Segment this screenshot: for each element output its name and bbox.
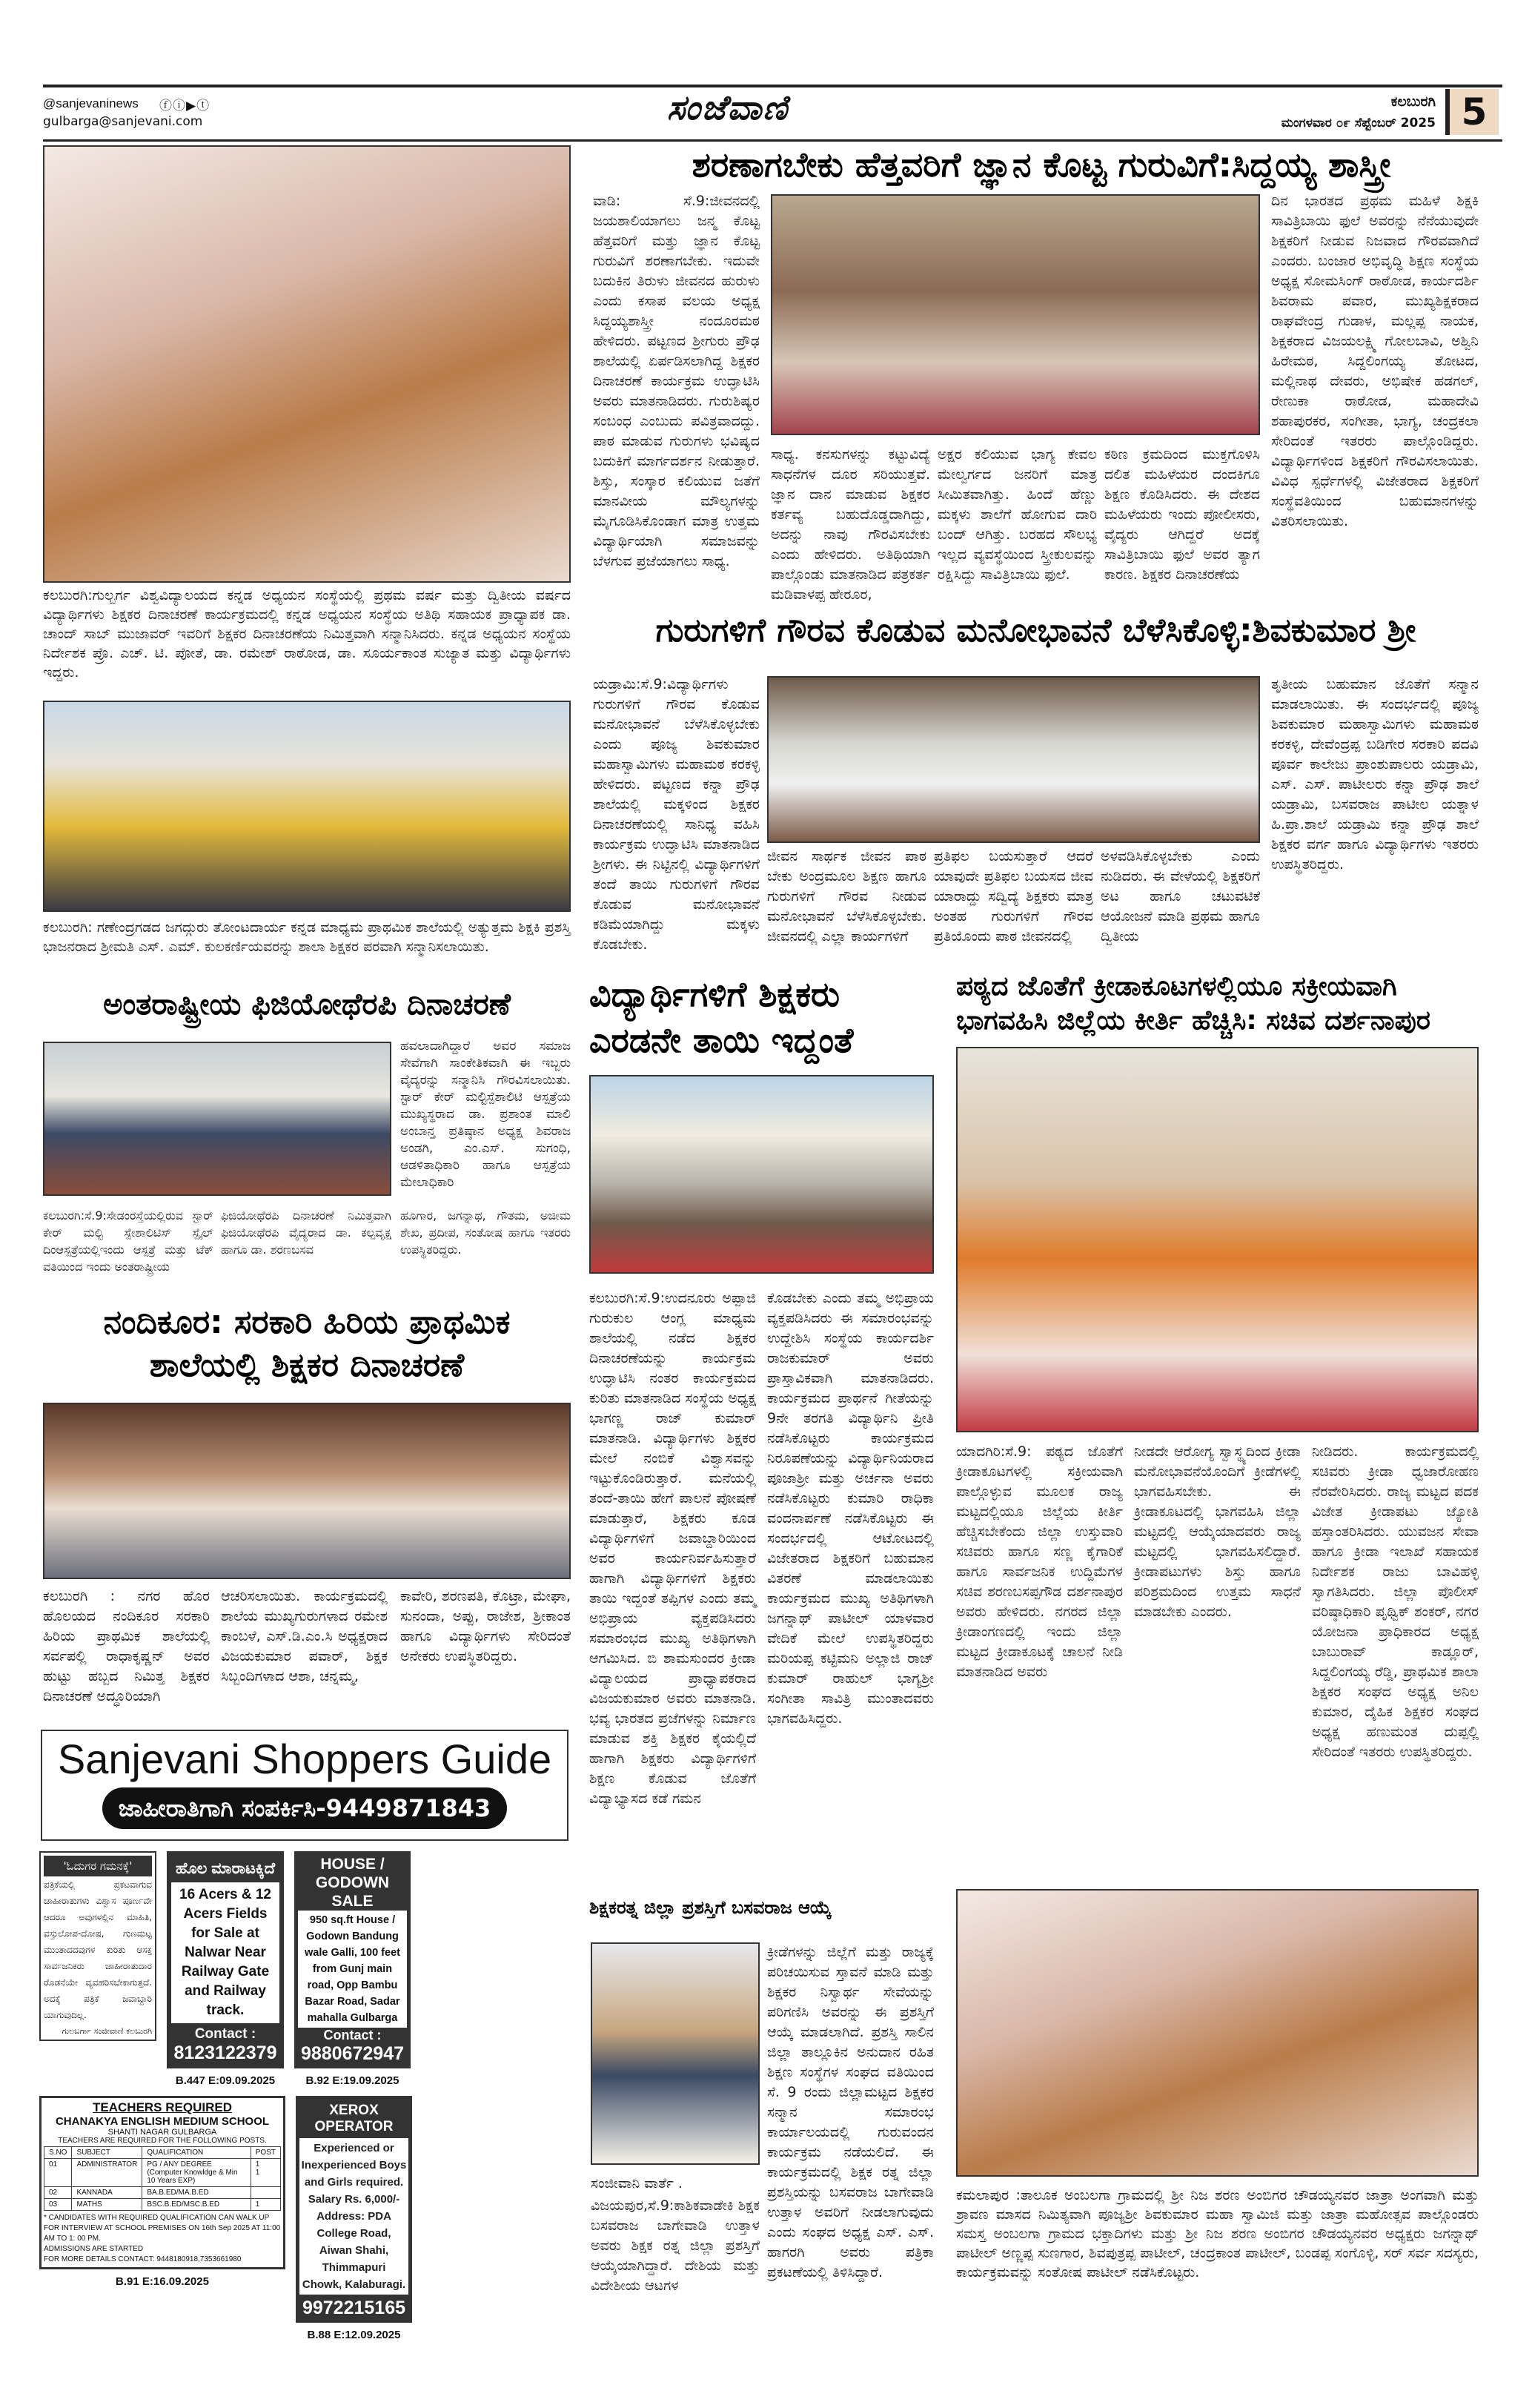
notice-signature: ಗುಲಬರ್ಗಾ ಸಂಜೀವಾಣಿ ಕಲಬುರಗಿ <box>62 2026 152 2036</box>
ad-body: Experienced or Inexperienced Boys and Girls required. Salary Rs. 6,000/- Address: PDA College Road, Aiwan Shahi, Thimmapuri Chowk, Kalaburagi. <box>299 2138 408 2295</box>
table-row: 03 MATHS BSC.B.ED/MSC.B.ED 1 <box>44 2199 281 2211</box>
article-text: ಅಕ್ಷರ ಕಲಿಯುವ ಭಾಗ್ಯ ಕೇವಲ ಮೇಲ್ವರ್ಗದ ಜನರಿಗೆ ಮಾತ್ರ ಸೀಮಿತವಾಗಿತ್ತು. ಹಿಂದೆ ಹೆಣ್ಣು ಮಕ್ಕಳು ಶಾಲೆಗೆ ಹೋಗುವ ದಾರಿ ಬಂದ್ ಆಗಿತ್ತು. ಬರಹದ ಸೌಲಭ್ಯ ಇಲ್ಲದ ವ್ಯವಸ್ಥೆಯಿಂದ ಸ್ತ್ರೀಕುಲವನ್ನು ರಕ್ಷಿಸಿದ್ದು ಸಾವಿತ್ರಿಬಾಯಿ ಫುಲೆ. <box>938 446 1097 583</box>
social-icons <box>159 95 210 113</box>
instagram-icon: ⓘ <box>173 99 186 113</box>
article-text: ವಾಡಿ: ಸೆ.9:ಜೀವನದಲ್ಲಿ ಜಯಶಾಲಿಯಾಗಲು ಜನ್ಮ ಕೊಟ್ಟ ಹೆತ್ತವರಿಗೆ ಮತ್ತು ಜ್ಞಾನ ಕೊಟ್ಟ ಗುರುವಿಗೆ ಶರಣಾಗಬೇಕು. ಇದುವೇ ಬದುಕಿನ ತಿರುಳು ಜೀವನದ ಹುರುಳು ಎಂದು ಕಸಾಪ ವಲಯ ಅಧ್ಯಕ್ಷ ಸಿದ್ದಯ್ಯಶಾಸ್ತ್ರೀ ನಂದೂರಮಠ ಹೇಳಿದರು. ಪಟ್ಟಣದ ಶ್ರೀಗುರು ಪ್ರೌಢ ಶಾಲೆಯಲ್ಲಿ ಏರ್ಪಡಿಸಲಾಗಿದ್ದ ಶಿಕ್ಷಕರ ದಿನಾಚರಣೆ ಕಾರ್ಯಕ್ರಮ ಉದ್ಘಾಟಿಸಿ ಅವರು ಮಾತನಾಡಿದರು. ಗುರುಶಿಷ್ಯರ ಸಂಬಂಧ ಎಂಬುದು ಪವಿತ್ರವಾದದ್ದು. ಪಾಠ ಮಾಡುವ ಗುರುಗಳು ಭವಿಷ್ಯದ ಬದುಕಿಗೆ ಮಾರ್ಗದರ್ಶನ ನೀಡುತ್ತಾರೆ. ಶಿಸ್ತು, ಸಂಸ್ಕಾರ ಕಲಿಯುವ ಜತೆಗೆ ಮಾನವೀಯ ಮೌಲ್ಯಗಳನ್ನು ಮೈಗೂಡಿಸಿಕೊಂಡಾಗ ಮಾತ್ರ ಉತ್ತಮ ವಿದ್ಯಾರ್ಥಿಯಾಗಿ ಸಮಾಜವನ್ನು ಬೆಳಗುವ ಪ್ರಜೆಯಾಗಲು ಸಾಧ್ಯ. <box>593 193 760 569</box>
photo-nandikur-school <box>43 1403 571 1579</box>
xerox-operator-ad <box>296 2096 412 2323</box>
portrait-label: ಸಂಜೀವಾನಿ ವಾರ್ತೆ . <box>591 2175 683 2192</box>
shoppers-guide-contact: ಜಾಹೀರಾತಿಗಾಗಿ ಸಂಪರ್ಕಿಸಿ-9449871843 <box>118 1794 491 1822</box>
readers-notice-ad <box>39 1851 156 2041</box>
contact-email: gulbarga@sanjevani.com <box>43 114 203 129</box>
column-header: SUBJECT <box>72 2147 142 2159</box>
ad-code: B.447 E:09.09.2025 <box>175 2074 276 2087</box>
headline-a4: ವಿದ್ಯಾರ್ಥಿಗಳಿಗೆ ಶಿಕ್ಷಕರು ಎರಡನೇ ತಾಯಿ ಇದ್ದಂತೆ <box>589 974 854 1060</box>
notice-title: 'ಓದುಗರ ಗಮನಕ್ಕೆ' <box>44 1856 152 1876</box>
ad-body: 16 Acers & 12 Acers Fields for Sale at Nalwar Near Railway Gate and Railway track. <box>171 1882 279 2023</box>
photo-teacher-felicitation <box>43 701 571 912</box>
youtube-icon: ▶ <box>186 99 197 113</box>
classified-ads <box>39 1851 414 2341</box>
ad-title: XEROX OPERATOR <box>314 2103 394 2134</box>
ad-phone: 9972215165 <box>302 2298 406 2318</box>
ad-title: HOUSE / GODOWN SALE <box>315 1856 390 1910</box>
notice-body: ಪತ್ರಿಕೆಯಲ್ಲಿ ಪ್ರಕಟವಾಗುವ ಜಾಹೀರಾತುಗಳು ವಿಶ್ವಾಸ ಪೂರ್ಣವೇ ಆದರೂ ಅವುಗಳಲ್ಲಿನ ಮಾಹಿತಿ, ವಸ್ತುಲೋಪ-ದೋಷ, ಗುಣಮಟ್ಟ ಮುಂತಾದದವುಗಳ ಕುರಿತು ಆಸಕ್ತ ಸಾರ್ವಜನಿಕರು ಜಾಹೀರಾತುದಾರ ರೊಡನೆಯೇ ವ್ಯವಹರಿಸಬೇಕಾಗುತ್ತದೆ. ಅದಕ್ಕೆ ಪತ್ರಿಕೆ ಜವಾಬ್ದಾರಿ ಯಾಗುವುದಿಲ್ಲ. <box>44 1879 152 2020</box>
edition-date: ಮಂಗಳವಾರ ೦೯ ಸೆಪ್ಟೆಂಬರ್ 2025 <box>1281 116 1436 130</box>
column-header: S.NO <box>44 2147 72 2159</box>
article-text: ನೀಡಿದರು. ಕಾರ್ಯಕ್ರಮದಲ್ಲಿ ಸಚಿವರು ಕ್ರೀಡಾ ಧ್ವಜಾರೋಹಣ ನೆರವೇರಿಸಿದರು. ರಾಜ್ಯ ಮಟ್ಟದ ಪದಕ ವಿಜೇತ ಕ್ರೀಡಾಪಟು ಜ್ಯೋತಿ ಹಸ್ತಾಂತರಿಸಿದರು. ಯುವಜನ ಸೇವಾ ಹಾಗೂ ಕ್ರೀಡಾ ಇಲಾಖೆ ಸಹಾಯಕ ನಿರ್ದೇಶಕ ರಾಜು ಬಾವಿಹಳ್ಳಿ ಸ್ವಾಗತಿಸಿದರು. ಜಿಲ್ಲಾ ಪೊಲೀಸ್ ವರಿಷ್ಠಾಧಿಕಾರಿ ಪೃಥ್ವಿಕ್ ಶಂಕರ್, ನಗರ ಯೋಜನಾ ಪ್ರಾಧಿಕಾರದ ಅಧ್ಯಕ್ಷ ಬಾಬುರಾವ್ ಕಾಡ್ಲೂರ್, ಸಿದ್ದಲಿಂಗಯ್ಯ ರೆಡ್ಡಿ, ಪ್ರಾಥಮಿಕ ಶಾಲಾ ಶಿಕ್ಷಕರ ಸಂಘದ ಅಧ್ಯಕ್ಷ ಅನಿಲ ಕುಮಾರ, ದೈಹಿಕ ಶಿಕ್ಷಕರ ಸಂಘದ ಅಧ್ಯಕ್ಷ ಹಣುಮಂತ ದುಪ್ಪಲ್ಲಿ ಸೇರಿದಂತೆ ಇತರರು ಉಪಸ್ಥಿತರಿದ್ದರು. <box>1312 1443 1479 1760</box>
page-number: 5 <box>1445 89 1499 135</box>
shoppers-guide-banner <box>41 1730 568 1841</box>
article-text: ದಿನ ಭಾರತದ ಪ್ರಥಮ ಮಹಿಳೆ ಶಿಕ್ಷಕಿ ಸಾವಿತ್ರಿಬಾಯಿ ಫುಲೆ ಅವರನ್ನು ನೆನೆಯುವುದೇ ಶಿಕ್ಷಕರಿಗೆ ನೀಡುವ ನಿಜವಾದ ಗೌರವವಾಗಿದೆ ಎಂದರು. ಬಂಜಾರ ಅಭಿವೃದ್ಧಿ ಶಿಕ್ಷಣ ಸಂಸ್ಥೆಯ ಅಧ್ಯಕ್ಷ ಸೋಮಸಿಂಗ್ ರಾಠೋಡ, ಕಾರ್ಯದರ್ಶಿ ಶಿವರಾಮ ಪವಾರ, ಮುಖ್ಯಶಿಕ್ಷಕರಾದ ರಾಘವೇಂದ್ರ ಗುಡಾಳ, ಮಲ್ಲಪ್ಪ ನಾಯಕ, ಶಿಕ್ಷಕರಾದ ವಿಜಯಲಕ್ಷ್ಮಿ ಗೋಲಬಾವಿ, ಅಶ್ವಿನಿ ಹಿರೇಮಠ, ಸಿದ್ದಲಿಂಗಯ್ಯ ತೋಟದ, ಮಲ್ಲಿನಾಥ ದೇವರು, ಅಭಿಷೇಕ ಹಡಗಲ್, ರೇಣುಕಾ ರಾಠೋಡ, ಮಹಾದೇವಿ ಶಹಾಪುರಕರ, ಸಂಗೀತಾ, ಭಾಗ್ಯ, ಚಂದ್ರಕಲಾ ಸೇರಿದಂತೆ ಇತರರು ಪಾಲ್ಗೊಂಡಿದ್ದರು. ವಿದ್ಯಾರ್ಥಿಗಳಿಂದ ಶಿಕ್ಷಕರಿಗೆ ಗೌರವಿಸಲಾಯಿತು. ವಿವಿಧ ಸ್ಪರ್ಧೆಗಳಲ್ಲಿ ವಿಜೇತರಾದ ಶಿಕ್ಷಕರಿಗೆ ಸಂಸ್ಥೆವತಿಯಿಂದ ಬಹುಮಾನಗಳನ್ನು ವಿತರಿಸಲಾಯಿತು. <box>1271 193 1479 529</box>
article-text: ಯಡ್ರಾಮಿ:ಸೆ.9:ವಿದ್ಯಾರ್ಥಿಗಳು ಗುರುಗಳಿಗೆ ಗೌರವ ಕೊಡುವ ಮನೋಭಾವನೆ ಬೆಳೆಸಿಕೊಳ್ಳಬೇಕು ಎಂದು ಪೂಜ್ಯ ಶಿವಕುಮಾರ ಮಹಾಸ್ವಾಮಿಗಳು ಮಹಾಮಠ ಕರಕಳ್ಳಿ ಹೇಳಿದರು. ಪಟ್ಟಣದ ಕನ್ನಾ ಪ್ರೌಢ ಶಾಲೆಯಲ್ಲಿ ಮಕ್ಕಳಿಂದ ಶಿಕ್ಷಕರ ದಿನಾಚರಣೆಯಲ್ಲಿ ಸಾನಿಧ್ಯ ವಹಿಸಿ ಕಾರ್ಯಕ್ರಮ ಉದ್ಘಾಟಿಸಿ ಮಾತನಾಡಿದ ಶ್ರೀಗಳು. ಈ ನಿಟ್ಟಿನಲ್ಲಿ ವಿದ್ಯಾರ್ಥಿಗಳಿಗೆ ತಂದೆ ತಾಯಿ ಗುರುಗಳಿಗೆ ಗೌರವ ಕೊಡುವ ಮನೋಭಾವನೆ ಕಡಿಮೆಯಾಗಿದ್ದು ಮಕ್ಕಳು ಕೊಡಬೇಕು. <box>593 676 760 953</box>
article-text: ತೃತೀಯ ಬಹುಮಾನ ಜೊತೆಗೆ ಸನ್ಮಾನ ಮಾಡಲಾಯಿತು. ಈ ಸಂದರ್ಭದಲ್ಲಿ ಪೂಜ್ಯ ಶಿವಕುಮಾರ ಮಹಾಸ್ವಾಮಿಗಳು ಮಹಾಮಠ ಕರಕಳ್ಳಿ, ದೇವೆಂದ್ರಪ್ಪ ಬಡಿಗೇರ ಸರಕಾರಿ ಪದವಿ ಪೂರ್ವ ಕಾಲೇಜು ಪ್ರಾಂಶುಪಾಲರು ಯಡ್ರಾಮಿ, ಎಸ್. ಎಸ್. ಪಾಟೀಲರು ಕನ್ನಾ ಪ್ರೌಢ ಶಾಲೆ ಯಡ್ರಾಮಿ, ಬಸವರಾಜ ಪಾಟೀಲ ಯತ್ನಾಳ ಹಿ.ಪ್ರಾ.ಶಾಲೆ ಯಡ್ರಾಮಿ ಕನ್ನಾ ಪ್ರೌಢ ಶಾಲೆ ಶಿಕ್ಷಕರ ವರ್ಗ ಹಾಗೂ ವಿದ್ಯಾರ್ಥಿಗಳು ಇತರರು ಉಪಸ್ಥಿತರಿದ್ದರು. <box>1271 676 1479 873</box>
school-location: SHANTI NAGAR GULBARGA <box>107 2128 217 2137</box>
article-text: ನೀಡದೇ ಆರೋಗ್ಯ ಸ್ವಾಸ್ಥ್ಯದಿಂದ ಕ್ರೀಡಾ ಮನೋಭಾವನೆಯೊಂದಿಗೆ ಕ್ರೀಡೆಗಳಲ್ಲಿ ಭಾಗವಹಿಸಬೇಕು. ಈ ಕ್ರೀಡಾಕೂಟದಲ್ಲಿ ಭಾಗವಹಿಸಿ ಜಿಲ್ಲಾ ಮಟ್ಟದಲ್ಲಿ ಆಯ್ಕೆಯಾದವರು ರಾಜ್ಯ ಮಟ್ಟದಲ್ಲಿ ಭಾಗವಹಿಸಲಿದ್ದಾರೆ. ಕ್ರೀಡಾಪಟುಗಳು ಶಿಸ್ತು ಹಾಗೂ ಪರಿಶ್ರಮದಿಂದ ಉತ್ತಮ ಸಾಧನೆ ಮಾಡಬೇಕು ಎಂದರು. <box>1134 1443 1301 1620</box>
photo-caption: ಕಮಲಾಪುರ :ತಾಲೂಕ ಅಂಬಲಗಾ ಗ್ರಾಮದಲ್ಲಿ ಶ್ರೀ ನಿಜ ಶರಣ ಅಂಬಿಗರ ಚೌಡಯ್ಯನವರ ಜಾತ್ರಾ ಅಂಗವಾಗಿ ಮತ್ತು ಶ್ರಾವಣ ಮಾಸದ ನಿಮಿತ್ಯವಾಗಿ ಪೂಜ್ಯಶ್ರೀ ಶಿವಕುಮಾರ ಮಹಾ ಸ್ವಾಮಿಜಿ ಮತ್ತು ಜಾತ್ರಾ ಮಹೋತ್ಸವ ಪಾಲ್ಗೊಂಡರು ಸಮಸ್ತ ಅಂಬಲಗಾ ಗ್ರಾಮದ ಭಕ್ತಾದಿಗಳು ಮತ್ತು ಶ್ರೀ ನಿಜ ಶರಣ ಅಂಬಿಗರ ಚೌಡಯ್ಯನವರ ಅಧ್ಯಕ್ಷರು ಜಗನ್ನಾಥ್ ಪಾಟೀಲ್ ಅಣ್ಣಪ್ಪ ಸುಣಗಾರ, ಶಿವಪುತ್ರಪ್ಪ ಪಾಟೀಲ್, ಚಂದ್ರಕಾಂತ ಪಾಟೀಲ್, ಬಂಡಪ್ಪ ಸಂಗೊಳ್ಳಿ, ಸರ್ ಸರ್ವ ಸದಸ್ಯರು, ಕಾರ್ಯಕ್ರಮವನ್ನು ಸಂತೋಷ ಪಾಟೀಲ್ ನಡೆಸಿಕೊಟ್ಟರು. <box>956 2187 1479 2280</box>
article-text: ಅಳವಡಿಸಿಕೊಳ್ಳಬೇಕು ಎಂದು ನುಡಿದರು. ಈ ವೇಳೆಯಲ್ಲಿ ಶಿಕ್ಷಕರಿಗೆ ಅಟ ಹಾಗೂ ಚಟುವಟಿಕೆ ಆಯೋಜನೆ ಮಾಡಿ ಪ್ರಥಮ ಹಾಗೂ ದ್ವಿತೀಯ <box>1101 848 1260 945</box>
photo-caption: ಕಲಬುರಗಿ:ಸೆ.9:ಸೇಡಂರಸ್ತೆಯಲ್ಲಿರುವ ಸ್ಟಾರ್ ಕೇರ್ ಮಲ್ಟಿ ಸ್ಪೇಶಾಲಿಟಿಸ್ ಸ್ಪೈಲ್ ದಿಂಆಸ್ಪತ್ರೆಯಲ್ಲಿಇಂದು ಆಸ್ಪತ್ರೆ ಮತ್ತು ಟೆಕ್ ವತಿಯಿಂದ ಇಂದು ಅಂತರಾಷ್ಟ್ರೀಯ <box>43 1208 213 1274</box>
posts-table <box>44 2146 281 2211</box>
ad-code: B.88 E:12.09.2025 <box>307 2329 401 2341</box>
photo-gurukul-teachers-day <box>589 1075 934 1274</box>
ad-note: * CANDIDATES WITH REQUIRED QUALIFICATION CAN WALK UP FOR INTERVIEW AT SCHOOL PREMISES ON 16th Sep 2025 AT 11:00 AM TO 1: 00 PM. <box>44 2214 281 2243</box>
article-text: ಕಾವೇರಿ, ಶರಣಪತಿ, ಕೊಟ್ರಾ, ಮೇಘಾ, ಸುನಂದಾ, ಅಪ್ಪು, ರಾಜೇಶ, ಶ್ರೀಕಾಂತ ಹಾಗೂ ವಿದ್ಯಾರ್ಥಿಗಳು ಸೇರಿದಂತೆ ಅನೇಕರು ಉಪಸ್ಥಿತರಿದ್ದರು. <box>400 1588 571 1664</box>
ad-code: B.91 E:16.09.2025 <box>116 2275 209 2288</box>
ad-title: TEACHERS REQUIRED <box>93 2100 232 2114</box>
teachers-required-ad <box>39 2096 285 2269</box>
twitter-icon: ⓣ <box>196 99 210 113</box>
article-text: ಪ್ರತಿಫಲ ಬಯಸುತ್ತಾರೆ ಆದರೆ ಯಾವುದೇ ಪ್ರತಿಫಲ ಬಯಸದ ಜೀವ ಯಾರಾದ್ದು ಸದ್ವಿದ್ಯೆ ಶಿಕ್ಷಕರು ಮಾತ್ರ ಅಂತಹ ಗುರುಗಳಿಗೆ ಗೌರವ ಪ್ರತಿಯೊಂದು ಪಾಠ ಜೀವನದಲ್ಲಿ <box>934 848 1093 945</box>
ad-contact-label: Contact : <box>323 2028 382 2042</box>
land-sale-ad <box>167 1851 284 2068</box>
photo-kannada-study-felicitation <box>43 145 571 583</box>
photo-basavaraj-portrait <box>591 1942 760 2165</box>
headline-a7: ಶಿಕ್ಷಕರತ್ನ ಜಿಲ್ಲಾ ಪ್ರಶಸ್ತಿಗೆ ಬಸವರಾಜ ಆಯ್ಕೆ <box>589 1897 832 1918</box>
photo-ambalaga-jatra <box>956 1889 1479 2177</box>
column-header: POST <box>251 2147 280 2159</box>
ad-title: ಹೊಲ ಮಾರಾಟಕ್ಕಿದೆ <box>175 1860 276 1877</box>
article-text: ಕಲಬುರಗಿ : ನಗರ ಹೊರ ಹೊಲಯದ ನಂದಿಕೂರ ಸರಕಾರಿ ಹಿರಿಯ ಪ್ರಾಥಮಿಕ ಶಾಲೆಯಲ್ಲಿ ಸರ್ವಪಲ್ಲಿ ರಾಧಾಕೃಷ್ಣನ್ ಅವರ ಹುಟ್ಟು ಹಬ್ಬದ ನಿಮಿತ್ತ ಶಿಕ್ಷಕರ ದಿನಾಚರಣೆ ಅದ್ಧೂರಿಯಾಗಿ <box>43 1588 210 1704</box>
table-row: 02 KANNADA BA.B.ED/MA.B.ED <box>44 2187 281 2199</box>
school-name: CHANAKYA ENGLISH MEDIUM SCHOOL <box>55 2115 270 2128</box>
article-text: ಸಾಧ್ಯ. ಕನಸುಗಳನ್ನು ಕಟ್ಟುವಿದ್ಯೆ ಸಾಧನೆಗಳ ದೂರ ಸರಿಯುತ್ತವೆ. ಜ್ಞಾನ ದಾನ ಮಾಡುವ ಶಿಕ್ಷಕರ ಕರ್ತವ್ಯ ಬಹುದೊಡ್ಡದಾಗಿದ್ದು, ಅದನ್ನು ನಾವು ಗೌರವಿಸಬೇಕು ಎಂದು ಹೇಳಿದರು. ಅತಿಥಿಯಾಗಿ ಪಾಲ್ಗೊಂಡು ಮಾತನಾಡಿದ ಪತ್ರಕರ್ತ ಮಡಿವಾಳಪ್ಪ ಹೇರೂರ, <box>771 446 930 603</box>
article-text: ಜೀವನ ಸಾರ್ಥಕ ಜೀವನ ಪಾಠ ಬೇಕು ಅಂದ್ರಮೂಲ ಶಿಕ್ಷಣ ಹಾಗೂ ಗುರುಗಳಿಗೆ ಗೌರವ ನೀಡುವ ಮನೋಭಾವನೆ ಬೆಳೆಸಿಕೊಳ್ಳಬೇಕು. ಜೀವನದಲ್ಲಿ ಎಲ್ಲಾ ಕಾರ್ಯಗಳಿಗೆ <box>767 848 926 945</box>
masthead-logo: ಸಂಜೆವಾಣಿ <box>667 87 789 128</box>
headline-a6: ನಂದಿಕೂರ: ಸರಕಾರಿ ಹಿರಿಯ ಪ್ರಾಥಮಿಕ ಶಾಲೆಯಲ್ಲಿ ಶಿಕ್ಷಕರ ದಿನಾಚರಣೆ <box>103 1303 511 1384</box>
headline-a1: ಶರಣಾಗಬೇಕು ಹೆತ್ತವರಿಗೆ ಜ್ಞಾನ ಕೊಟ್ಟ ಗುರುವಿಗೆ:ಸಿದ್ದಯ್ಯ ಶಾಸ್ತ್ರೀ <box>692 145 1391 185</box>
article-text: ಹವಲಾದಾಗಿದ್ದಾರೆ ಅವರ ಸಮಾಜ ಸೇವೆಗಾಗಿ ಸಾಂಕೇತಿಕವಾಗಿ ಈ ಇಬ್ಬರು ವೈದ್ಯರನ್ನು ಸನ್ಮಾನಿಸಿ ಗೌರವಿಸಲಾಯಿತು. ಸ್ಟಾರ್ ಕೇರ್ ಮಲ್ಟಿಸ್ಪೆಶಾಲಿಟಿ ಆಸ್ಪತ್ರೆಯ ಮುಖ್ಯಸ್ಥರಾದ ಡಾ. ಪ್ರಶಾಂತ ಮಾಲಿ ಅಂಬಾನ್ತ ಪ್ರತಿಷ್ಠಾನ ಅಧ್ಯಕ್ಷ ಶಿವರಾಜ ಅಂಡಗಿ, ಎಂ.ಎಸ್. ಸುಗಂಧಿ, ಆಡಳಿತಾಧಿಕಾರಿ ಹಾಗೂ ಆಸ್ಪತ್ರೆಯ ಮೇಲಾಧಿಕಾರಿ <box>400 1039 571 1190</box>
article-text: ವಿಜಯಪುರ,ಸೆ.9:ಕಾಶಿಕವಾಡೇಕಿ ಶಿಕ್ಷಕ ಬಸವರಾಜ ಬಾಗೇವಾಡಿ ಉತ್ತಾಳ ಅವರು ಶಿಕ್ಷಕ ರತ್ನ ಜಿಲ್ಲಾ ಪ್ರಶಸ್ತಿಗೆ ಆಯ್ಕೆಯಾಗಿದ್ದಾರೆ. ದೇಶಿಯ ಮತ್ತು ವಿದೇಶೀಯ ಆಟಗಳ <box>591 2197 760 2294</box>
facebook-icon: ⓕ <box>159 99 173 113</box>
ad-contact-label: Contact : <box>194 2026 256 2042</box>
article-text: ಕಠಿಣ ಕ್ರಮದಿಂದ ಮುಕ್ತಗೊಳಿಸಿ ದಲಿತ ಮಹಿಳೆಯರ ದಂದಕಿಗೂ ಶಿಕ್ಷಣ ಕೊಡಿಸಿದರು. ಈ ದೇಶದ ಮಹಿಳೆಯರು ಇಂದು ಪೋಲೀಸರು, ವೈದ್ಯರು ಆಗಿದ್ದರೆ ಅದಕ್ಕೆ ಸಾವಿತ್ರಿಬಾಯಿ ಫುಲೆ ಅವರ ತ್ಯಾಗ ಕಾರಣ. ಶಿಕ್ಷಕರ ದಿನಾಚರಣೆಯ <box>1104 446 1260 583</box>
social-handle: @sanjevaninews <box>43 96 139 110</box>
photo-shivakumar-sri-event <box>767 676 1260 843</box>
headline-a3: ಅಂತರಾಷ್ಟ್ರೀಯ ಫಿಜಿಯೋಥೆರಪಿ ದಿನಾಚರಣೆ <box>103 988 511 1022</box>
article-text: ಯಾದಗಿರಿ:ಸೆ.9: ಪಠ್ಯದ ಜೊತೆಗೆ ಕ್ರೀಡಾಕೂಟಗಳಲ್ಲಿ ಸಕ್ರೀಯವಾಗಿ ಪಾಲ್ಗೊಳ್ಳುವ ಮೂಲಕ ರಾಜ್ಯ ಮಟ್ಟದಲ್ಲಿಯೂ ಜಿಲ್ಲೆಯ ಕೀರ್ತಿ ಹೆಚ್ಚಿಸಬೇಕೆಂದು ಜಿಲ್ಲಾ ಉಸ್ತುವಾರಿ ಸಚಿವರು ಹಾಗೂ ಸಣ್ಣ ಕೈಗಾರಿಕೆ ಹಾಗೂ ಸಾರ್ವಜನಿಕ ಉದ್ದಿಮೆಗಳ ಸಚಿವ ಶರಣಬಸಪ್ಪಗೌಡ ದರ್ಶನಾಪುರ ಅವರು ಹೇಳಿದರು. ನಗರದ ಜಿಲ್ಲಾ ಕ್ರೀಡಾಂಗಣದಲ್ಲಿ ಇಂದು ಜಿಲ್ಲಾ ಮಟ್ಟದ ಕ್ರೀಡಾಕೂಟಕ್ಕೆ ಚಾಲನೆ ನೀಡಿ ಮಾತನಾಡಿದ ಅವರು <box>956 1443 1123 1680</box>
photo-caption: ಕಲಬುರಗಿ:ಗುಲ್ಬರ್ಗ ವಿಶ್ವವಿದ್ಯಾಲಯದ ಕನ್ನಡ ಅಧ್ಯಯನ ಸಂಸ್ಥೆಯಲ್ಲಿ ಪ್ರಥಮ ವರ್ಷ ಮತ್ತು ದ್ವಿತೀಯ ವರ್ಷದ ವಿದ್ಯಾರ್ಥಿಗಳು ಶಿಕ್ಷಕರ ದಿನಾಚರಣೆ ಕಾರ್ಯಕ್ರಮದಲ್ಲಿ ಕನ್ನಡ ಅಧ್ಯಯನ ಸಂಸ್ಥೆಯ ಅತಿಥಿ ಸಹಾಯಕ ಪ್ರಾಧ್ಯಾಪಕ ಡಾ. ಚಾಂದ್ ಸಾಬ್ ಮುಜಾವರ್ ಇವರಿಗೆ ಶಿಕ್ಷಕರ ದಿನಾಚರಣೆಯ ನಿಮಿತ್ತವಾಗಿ ಸನ್ಮಾನಿಸಿದರು. ಕನ್ನಡ ಅಧ್ಯಯನ ಸಂಸ್ಥೆಯ ನಿರ್ದೇಶಕ ಪ್ರೊ. ಎಚ್. ಟಿ. ಪೋತೆ, ಡಾ. ರಮೇಶ್ ರಾಠೋಡ, ಡಾ. ಸೂರ್ಯಕಾಂತ ಸುಜ್ಯಾತ ಮತ್ತು ವಿದ್ಯಾರ್ಥಿಗಳು ಇದ್ದರು. <box>43 587 571 681</box>
ad-body: 950 sq.ft House / Godown Bandung wale Galli, 100 feet from Gunj main road, Opp Bambu Bazar Road, Sadar mahalla Gulbarga <box>298 1911 407 2028</box>
ad-note: FOR MORE DETAILS CONTACT: 9448180918,7353661980 <box>44 2255 242 2263</box>
shoppers-guide-title: Sanjevani Shoppers Guide <box>57 1736 552 1782</box>
house-sale-ad <box>294 1851 411 2068</box>
article-text: ಆಚರಿಸಲಾಯಿತು. ಕಾರ್ಯಕ್ರಮದಲ್ಲಿ ಶಾಲೆಯ ಮುಖ್ಯಗುರುಗಳಾದ ರಮೇಶ ಕಾಂಬಳೆ, ಎಸ್.ಡಿ.ಎಂ.ಸಿ ಅಧ್ಯಕ್ಷರಾದ ವಿಜಯಕುಮಾರ ಪವಾರ್, ಶಿಕ್ಷಕ ಸಿಬ್ಬಂದಿಗಳಾದ ಆಶಾ, ಚನ್ನಮ್ಮ, <box>221 1588 388 1684</box>
photo-physiotherapy-day <box>43 1042 391 1196</box>
header-rule <box>43 139 1502 142</box>
edition-city: ಕಲಬುರಗಿ <box>1390 93 1436 110</box>
ad-intro: TEACHERS ARE REQUIRED FOR THE FOLLOWING POSTS. <box>58 2137 267 2145</box>
ad-note: ADMISSIONS ARE STARTED <box>44 2245 144 2253</box>
article-text: ಕ್ರೀಡೆಗಳನ್ನು ಜಿಲ್ಲೆಗೆ ಮತ್ತು ರಾಜ್ಯಕ್ಕೆ ಪರಿಚಯಿಸುವ ಸ್ತಾವನೆ ಮಾಡಿ ಮತ್ತು ಶಿಕ್ಷಕರ ನಿಸ್ವಾರ್ಥ ಸೇವೆಯನ್ನು ಪರಿಗಣಿಸಿ ಅವರನ್ನು ಈ ಪ್ರಶಸ್ತಿಗೆ ಆಯ್ಕೆ ಮಾಡಲಾಗಿದೆ. ಪ್ರಶಸ್ತಿ ಸಾಲಿನ ಜಿಲ್ಲಾ ತಾಲ್ಲೂಕಿನ ಅನುದಾನ ರಹಿತ ಶಿಕ್ಷಣ ಸಂಸ್ಥೆಗಳ ಸಂಘದ ವತಿಯಿಂದ ಸೆ. 9 ರಂದು ಜಿಲ್ಲಾಮಟ್ಟದ ಶಿಕ್ಷಕರ ಸನ್ಮಾನ ಸಮಾರಂಭ ಕಾರ್ಯಾಲಯದಲ್ಲಿ ಗುರುವಂದನ ಕಾರ್ಯಕ್ರಮ ನಡೆಯಲಿದೆ. ಈ ಕಾರ್ಯಕ್ರಮದಲ್ಲಿ ಶಿಕ್ಷಕ ರತ್ನ ಜಿಲ್ಲಾ ಪ್ರಶಸ್ತಿಯನ್ನು ಬಸವರಾಜ ಬಾಗೇವಾಡಿ ಉತ್ತಾಳ ಅವರಿಗೆ ನೀಡಲಾಗುವುದು ಎಂದು ಸಂಘದ ಅಧ್ಯಕ್ಷ ಎಸ್. ಎಸ್. ಹಾಗರಗಿ ಅವರು ಪತ್ರಿಕಾ ಪ್ರಕಟಣೆಯಲ್ಲಿ ತಿಳಿಸಿದ್ದಾರೆ. <box>767 1944 934 2280</box>
table-row: 01 ADMINISTRATOR PG / ANY DEGREE (Computer Knowldge & Min 10 Years EXP) 1 1 <box>44 2159 281 2187</box>
ad-phone: 9880672947 <box>300 2043 405 2064</box>
ad-phone: 8123122379 <box>173 2042 277 2063</box>
article-text: ಕೊಡಬೇಕು ಎಂದು ತಮ್ಮ ಅಭಿಪ್ರಾಯ ವ್ಯಕ್ತಪಡಿಸಿದರು ಈ ಸಮಾರಂಭವನ್ನು ಉದ್ದೇಶಿಸಿ ಸಂಸ್ಥೆಯ ಕಾರ್ಯದರ್ಶಿ ರಾಜಕುಮಾರ್ ಅವರು ಪ್ರಾಸ್ತಾವಿಕವಾಗಿ ಮಾತನಾಡಿದರು. ಕಾರ್ಯಕ್ರಮದ ಪ್ರಾರ್ಥನೆ ಗೀತೆಯನ್ನು 9ನೇ ತರಗತಿ ವಿದ್ಯಾರ್ಥಿನಿ ಪ್ರೀತಿ ನಡೆಸಿಕೊಟ್ಟರು ಕಾರ್ಯಕ್ರಮದ ನಿರೂಪಣೆಯನ್ನು ವಿದ್ಯಾರ್ಥಿನಿಯರಾದ ಪೂಜಾಶ್ರೀ ಮತ್ತು ಅರ್ಚನಾ ಅವರು ನಡೆಸಿಕೊಟ್ಟರು ಕುಮಾರಿ ರಾಧಿಕಾ ವಂದನಾರ್ಪಣೆ ನಡೆಸಿಕೊಟ್ಟರು ಈ ಸಂದರ್ಭದಲ್ಲಿ ಆಟೋಟದಲ್ಲಿ ವಿಜೇತರಾದ ಶಿಕ್ಷಕರಿಗೆ ಬಹುಮಾನ ವಿತರಣೆ ಮಾಡಲಾಯಿತು ಕಾರ್ಯಕ್ರಮದ ಮುಖ್ಯ ಅತಿಥಿಗಳಾಗಿ ಜಗನ್ನಾಥ್ ಪಾಟೀಲ್ ಯಾಳವಾರ ವೇದಿಕೆ ಮೇಲೆ ಉಪಸ್ಥಿತರಿದ್ದರು ಮರಿಯಪ್ಪ ಕಟ್ಟಿಮನಿ ಅಲ್ಲಾಜಿ ರಾಜ್ ಕುಮಾರ್ ರಾಹುಲ್ ಭಾಗ್ಯಶ್ರೀ ಸಂಗೀತಾ ಸಾವಿತ್ರಿ ಮುಂತಾದವರು ಭಾಗವಹಿಸಿದ್ದರು. <box>767 1290 934 1727</box>
column-header: QUALIFICATION <box>142 2147 251 2159</box>
photo-caption: ಹೂಗಾರ, ಜಗನ್ನಾಥ, ಗೌತಮ, ಅಜೀಮ ಶೇಖ, ಪ್ರದೀಪ, ಸಂತೋಷ ಹಾಗೂ ಇತರರು ಉಪಸ್ಥಿತರಿದ್ದರು. <box>400 1208 571 1257</box>
photo-caption: ಕಲಬುರಗಿ: ಗಣೇಂದ್ರಗಡದ ಜಗದ್ಗುರು ತೋಂಟದಾರ್ಯ ಕನ್ನಡ ಮಾಧ್ಯಮ ಪ್ರಾಥಮಿಕ ಶಾಲೆಯಲ್ಲಿ ಅತ್ಯುತ್ತಮ ಶಿಕ್ಷಕಿ ಪ್ರಶಸ್ತಿ ಭಾಜನರಾದ ಶ್ರೀಮತಿ ಎಸ್. ಎಮ್. ಕುಲಕರ್ಣಿಯವರನ್ನು ಶಾಲಾ ಶಿಕ್ಷಕರ ಪರವಾಗಿ ಸನ್ಮಾನಿಸಲಾಯಿತು. <box>43 919 571 955</box>
photo-caption: ಫಿಜಿಯೋಥೆರಪಿ ದಿನಾಚರಣೆ ನಿಮಿತ್ತವಾಗಿ ಫಿಜಿಯೋಥೆರಪಿ ವೈದ್ಯರಾದ ಡಾ. ಕಲ್ಪವೃಕ್ಷ ಹಾಗೂ ಡಾ. ಶರಣಬಸವ <box>221 1208 391 1257</box>
photo-teachers-day-school <box>771 194 1260 435</box>
photo-sports-meet <box>956 1047 1479 1432</box>
headline-a2: ಗುರುಗಳಿಗೆ ಗೌರವ ಕೊಡುವ ಮನೋಭಾವನೆ ಬೆಳೆಸಿಕೊಳ್ಳಿ:ಶಿವಕುಮಾರ ಶ್ರೀ <box>655 612 1416 649</box>
headline-a5: ಪಠ್ಯದ ಜೊತೆಗೆ ಕ್ರೀಡಾಕೂಟಗಳಲ್ಲಿಯೂ ಸಕ್ರೀಯವಾಗಿ ಭಾಗವಹಿಸಿ ಜಿಲ್ಲೆಯ ಕೀರ್ತಿ ಹೆಚ್ಚಿಸಿ: ಸಚಿವ ದರ್ಶನಾಪುರ <box>956 971 1430 1036</box>
ad-code: B.92 E:19.09.2025 <box>305 2074 399 2087</box>
article-text: ಕಲಬುರಗಿ:ಸೆ.9:ಉದನೂರು ಅಪ್ಪಾಜಿ ಗುರುಕುಲ ಆಂಗ್ಲ ಮಾಧ್ಯಮ ಶಾಲೆಯಲ್ಲಿ ನಡೆದ ಶಿಕ್ಷಕರ ದಿನಾಚರಣೆಯನ್ನು ಕಾರ್ಯಕ್ರಮ ಉದ್ಘಾಟಿಸಿ ನಂತರ ಕಾರ್ಯಕ್ರಮದ ಕುರಿತು ಮಾತನಾಡಿದ ಸಂಸ್ಥೆಯ ಅಧ್ಯಕ್ಷ ಭಾಗಣ್ಣ ರಾಜ್ ಕುಮಾರ್ ಮಾತನಾಡಿ. ವಿದ್ಯಾರ್ಥಿಗಳು ಶಿಕ್ಷಕರ ಮೇಲೆ ನಂಬಿಕೆ ವಿಶ್ವಾಸವನ್ನು ಇಟ್ಟುಕೊಂಡಿರುತ್ತಾರೆ. ಮನೆಯಲ್ಲಿ ತಂದೆ-ತಾಯಿ ಹೇಗೆ ಪಾಲನೆ ಪೋಷಣೆ ಮಾಡುತ್ತಾರೆ, ಶಿಕ್ಷಕರು ಕೂಡ ವಿದ್ಯಾರ್ಥಿಗಳಿಗೆ ಜವಾಬ್ದಾರಿಯಿಂದ ಅವರ ಕಾರ್ಯನಿರ್ವಹಿಸುತ್ತಾರೆ ಹಾಗಾಗಿ ವಿದ್ಯಾರ್ಥಿಗಳಿಗೆ ಶಿಕ್ಷಕರು ತಾಯಿ ಇದ್ದಂತೆ ತಪ್ಪಿಗಳ ಎಂದು ತಮ್ಮ ಅಭಿಪ್ರಾಯ ವ್ಯಕ್ತಪಡಿಸಿದರು ಸಮಾರಂಭದ ಮುಖ್ಯ ಅತಿಥಿಗಳಾಗಿ ಆಗಮಿಸಿದ. ಬಿ ಶಾಮಸುಂದರ ಕ್ರೀಡಾ ವಿದ್ಯಾಲಯದ ಪ್ರಾಧ್ಯಾಪಕರಾದ ವಿಜಯಕುಮಾರ ಅವರು ಮಾತನಾಡಿ. ಭವ್ಯ ಭಾರತದ ಪ್ರಜೆಗಳನ್ನು ನಿರ್ಮಾಣ ಮಾಡುವ ಶಕ್ತಿ ಶಿಕ್ಷಕರ ಕೈಯಲ್ಲಿದೆ ಹಾಗಾಗಿ ಶಿಕ್ಷಕರು ವಿದ್ಯಾರ್ಥಿಗಳಿಗೆ ಶಿಕ್ಷಣ ಕೊಡುವ ಜೊತೆಗೆ ವಿದ್ಯಾಭ್ಯಾಸದ ಕಡೆ ಗಮನ <box>589 1290 756 1807</box>
